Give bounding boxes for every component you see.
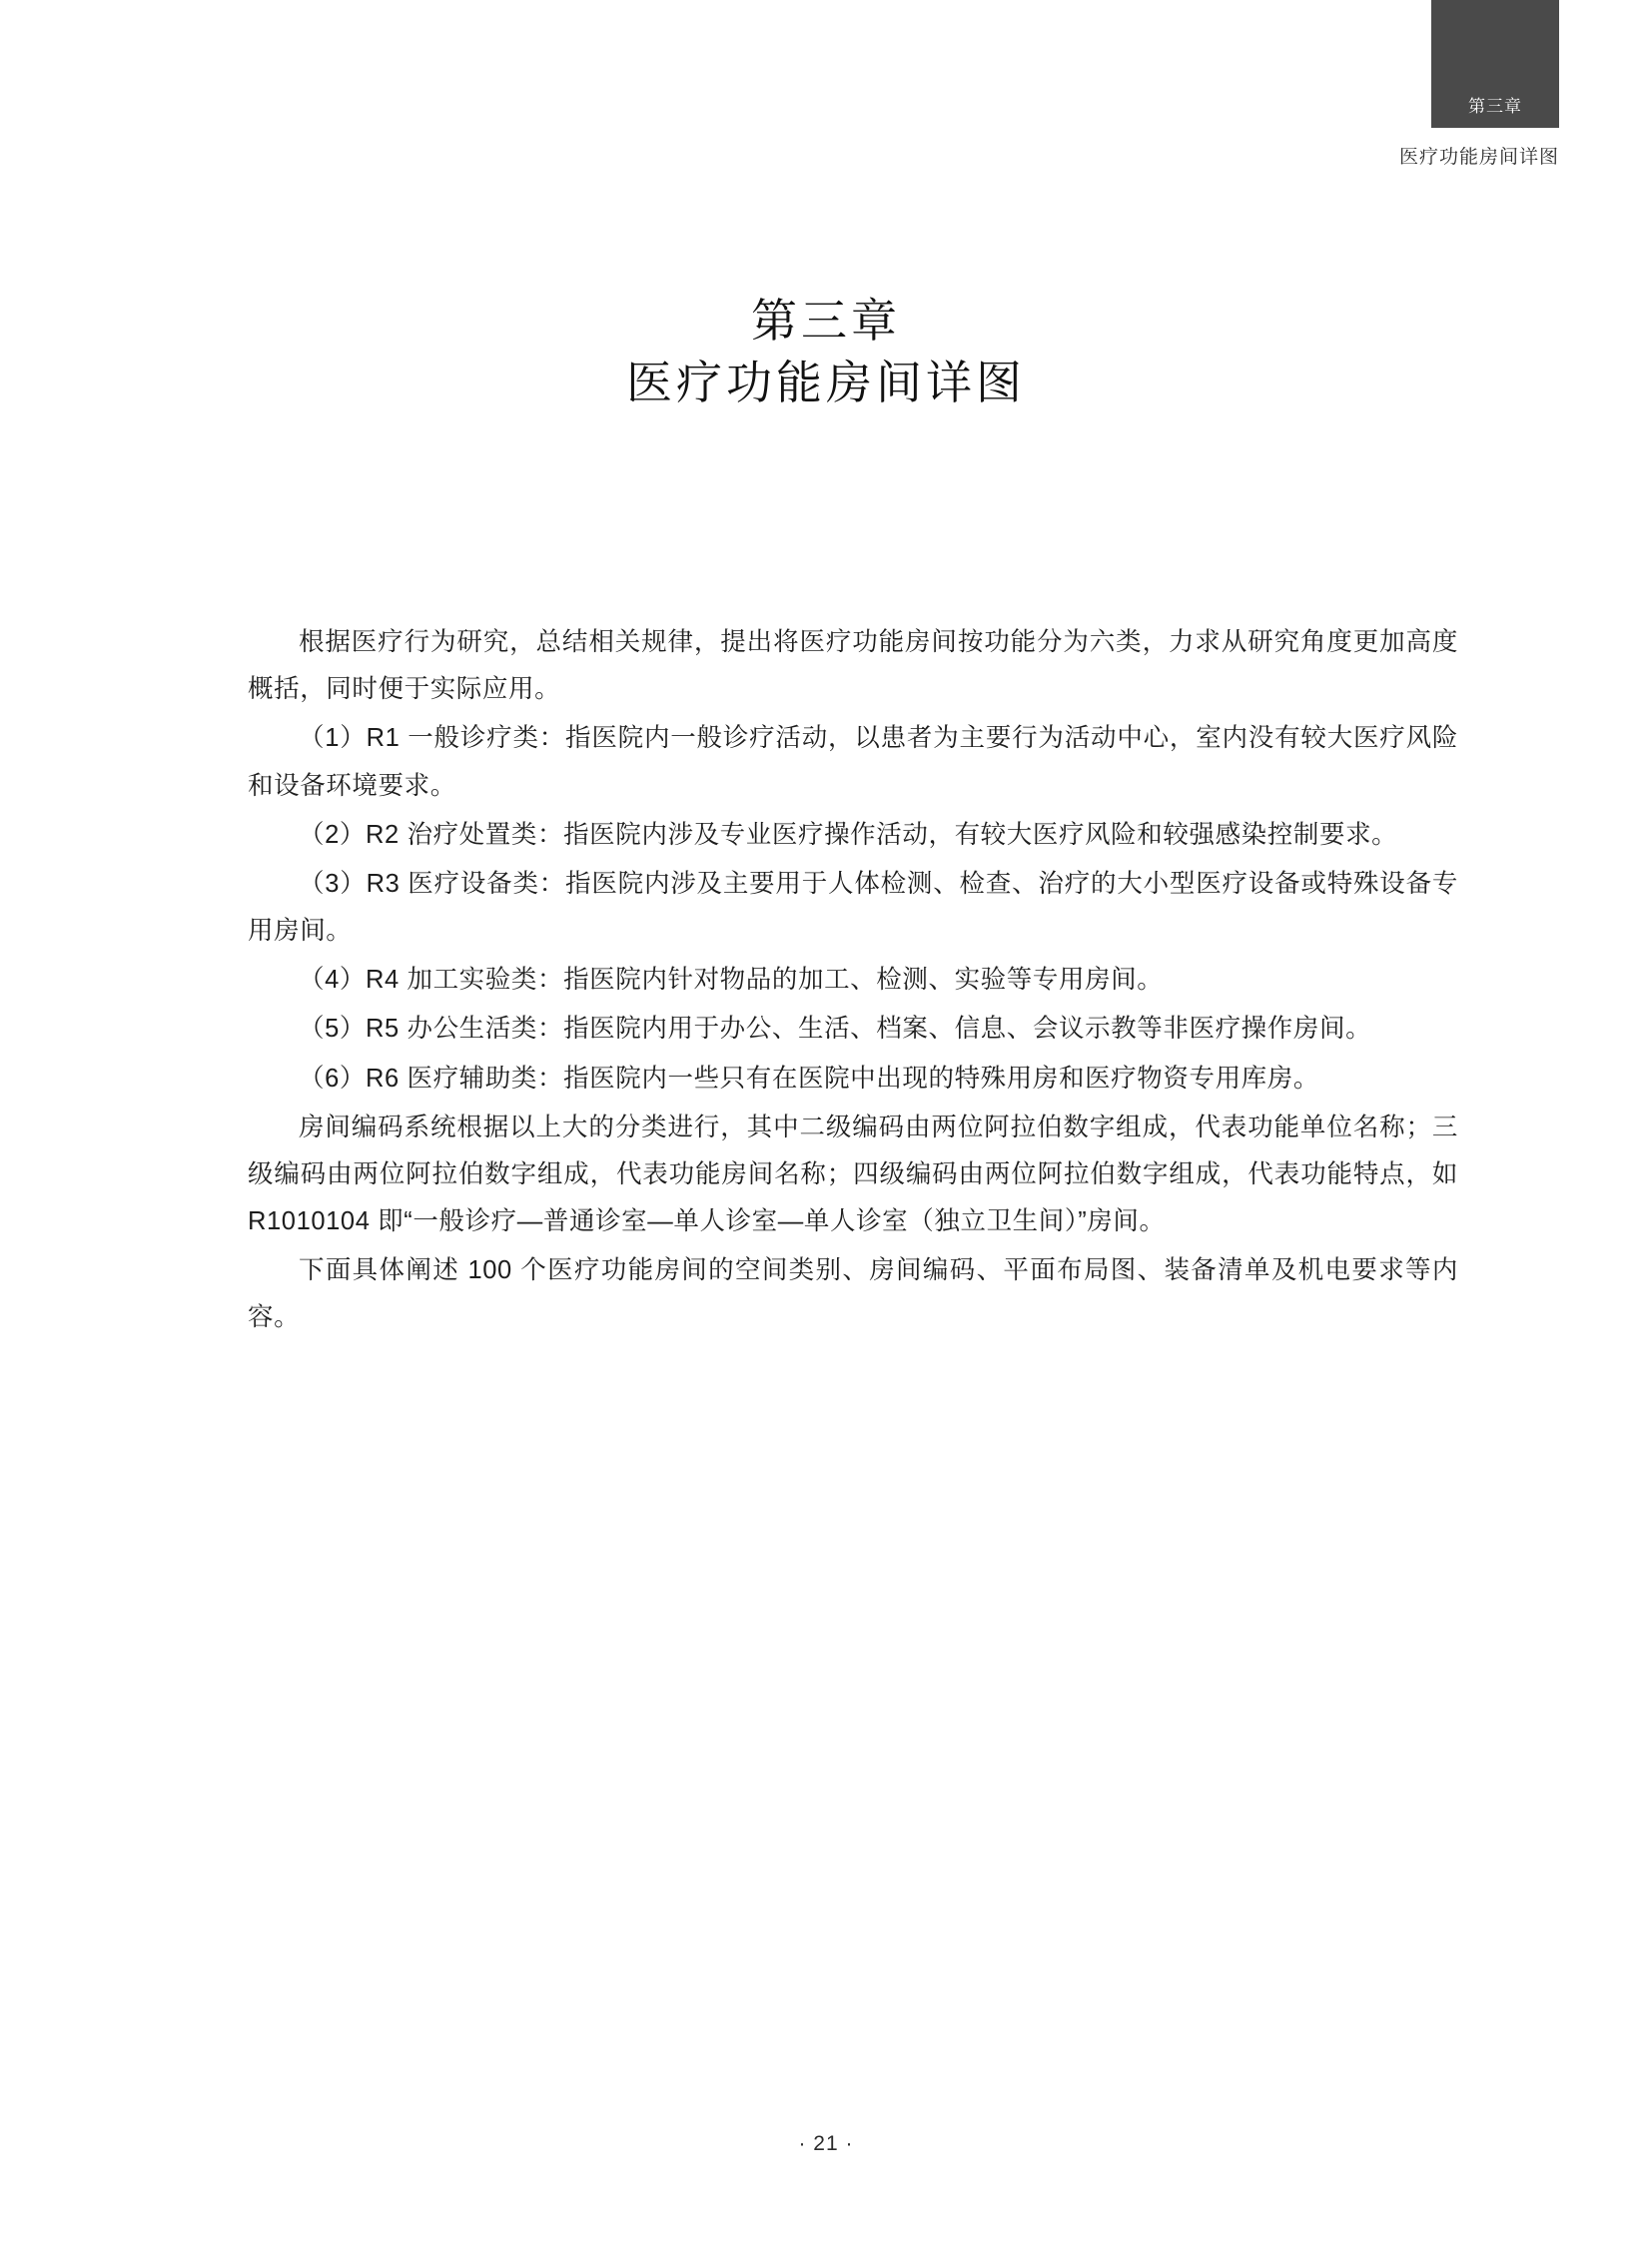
header-running-title: 医疗功能房间详图	[1398, 147, 1559, 168]
body-text	[248, 619, 1458, 1344]
page-number: · 21 ·	[798, 2132, 854, 2155]
paragraph: （4）R4 加工实验类：指医院内针对物品的加工、检测、实验等专用房间。	[299, 966, 1164, 995]
paragraph: （1）R1 一般诊疗类：指医院内一般诊疗活动，以患者为主要行为活动中心，室内没有较大医疗风险和设备环境要求。	[248, 724, 1458, 800]
paragraph: （2）R2 治疗处置类：指医院内涉及专业医疗操作活动，有较大医疗风险和较强感染控制要求。	[299, 820, 1398, 849]
page-title	[0, 290, 1652, 413]
paragraph: （5）R5 办公生活类：指医院内用于办公、生活、档案、信息、会议示教等非医疗操作房间。	[299, 1015, 1372, 1044]
paragraph: 下面具体阐述 100 个医疗功能房间的空间类别、房间编码、平面布局图、装备清单及机电要求等内容。	[248, 1256, 1458, 1332]
paragraph: 根据医疗行为研究，总结相关规律，提出将医疗功能房间按功能分为六类，力求从研究角度更加高度概括，同时便于实际应用。	[248, 628, 1458, 704]
paragraph: （3）R3 医疗设备类：指医院内涉及主要用于人体检测、检查、治疗的大小型医疗设备或特殊设备专用房间。	[248, 869, 1458, 946]
paragraph: （6）R6 医疗辅助类：指医院内一些只有在医院中出现的特殊用房和医疗物资专用库房。	[299, 1064, 1319, 1093]
chapter-number: 第三章	[751, 295, 901, 347]
paragraph: 房间编码系统根据以上大的分类进行，其中二级编码由两位阿拉伯数字组成，代表功能单位名称；三级编码由两位阿拉伯数字组成，代表功能房间名称；四级编码由两位阿拉伯数字组成，代表功能特点，如 R1010104 即“一般诊疗—普通诊室—单人诊室—单人诊室（独立卫生间）”房间。	[248, 1113, 1458, 1236]
chapter-title: 医疗功能房间详图	[626, 357, 1026, 409]
header-chapter-label: 第三章	[1468, 97, 1522, 116]
